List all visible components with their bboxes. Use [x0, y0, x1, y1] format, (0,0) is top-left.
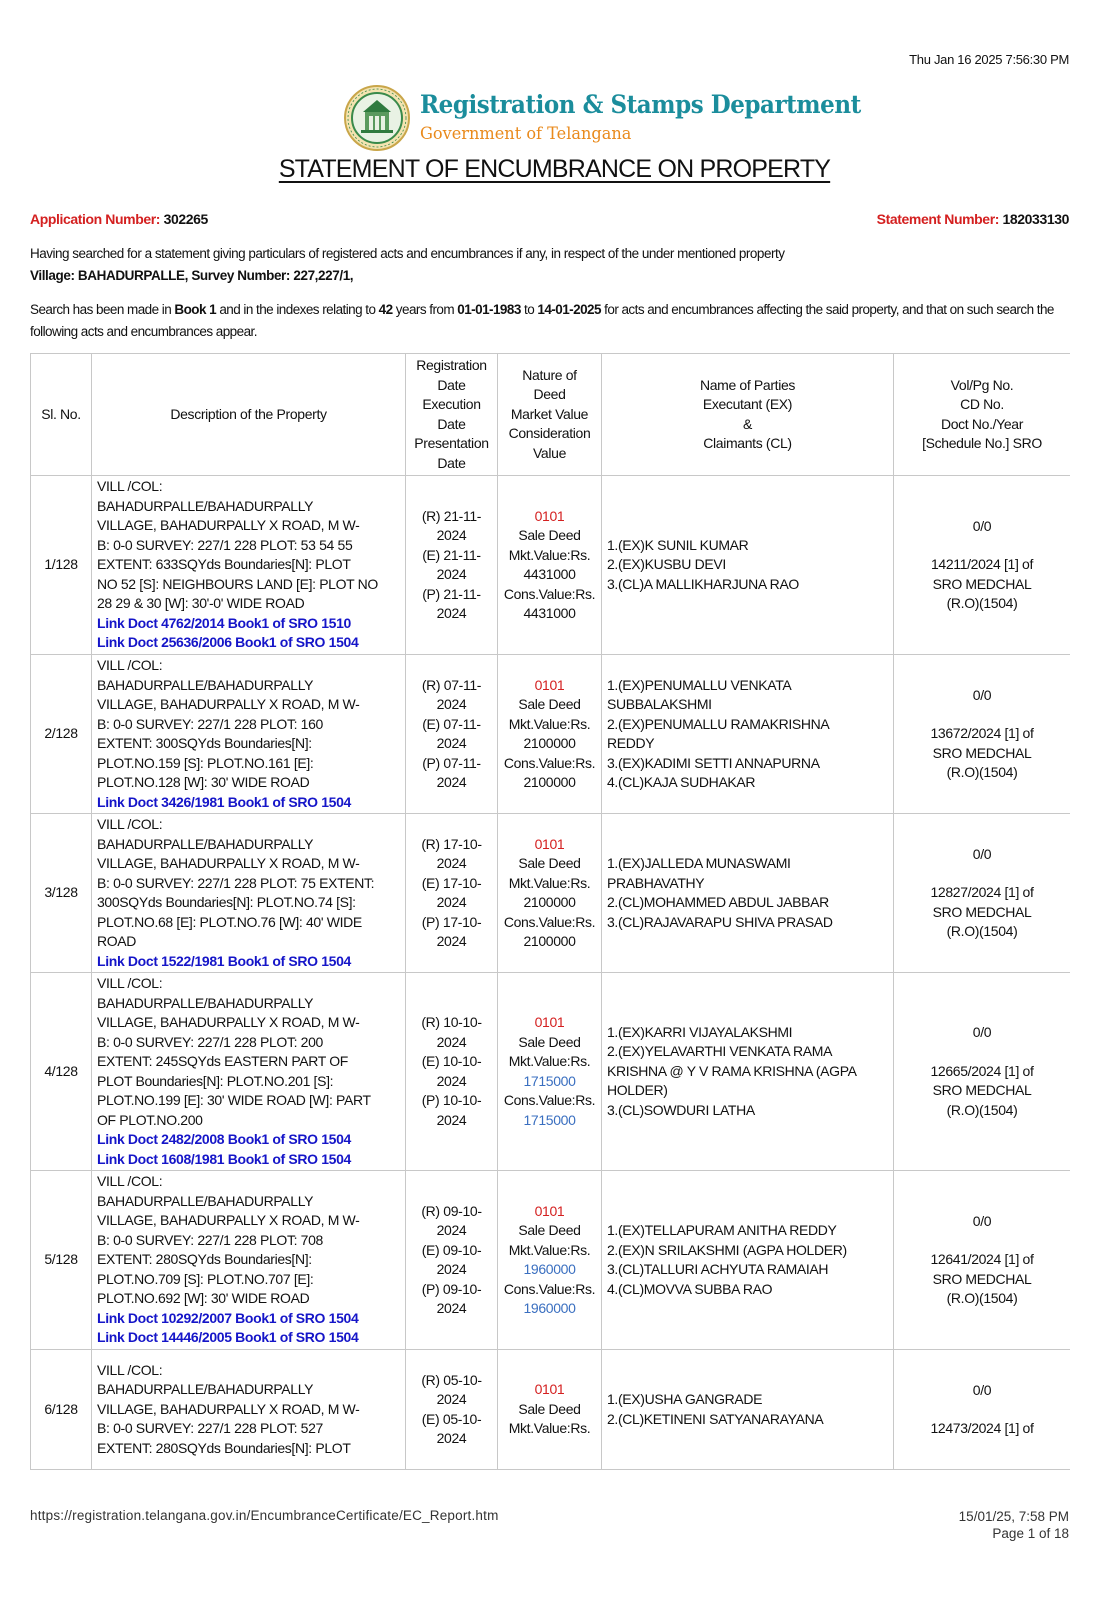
statement-number: [877, 211, 1069, 227]
consideration-value: 4431000: [523, 605, 576, 621]
row-document-details: [894, 814, 1071, 973]
document-detail-line: [894, 705, 1070, 724]
description-line: NO 52 [S]: NEIGHBOURS LAND [E]: PLOT NO: [97, 575, 378, 592]
party-line: 1.(EX)PENUMALLU VENKATA: [607, 676, 792, 693]
date-line: 2024: [436, 855, 467, 871]
row-document-details: [894, 973, 1071, 1171]
header-vol-line: CD No.: [960, 396, 1004, 412]
document-detail-line: 12665/2024 [1] of: [930, 1062, 1034, 1079]
consideration-value: 1960000: [523, 1300, 576, 1316]
row-parties: [602, 814, 894, 973]
party-line: 2.(CL)KETINENI SATYANARAYANA: [607, 1410, 824, 1427]
date-line: (E) 21-11-: [422, 546, 481, 563]
date-line: (R) 09-10-: [421, 1202, 482, 1219]
date-line: 2024: [436, 566, 467, 582]
date-line: 2024: [436, 1033, 467, 1050]
market-value-label: Mkt.Value:Rs.: [508, 1420, 591, 1437]
party-line: 2.(EX)YELAVARTHI VENKATA RAMA: [607, 1043, 833, 1060]
document-detail-line: 0/0: [972, 845, 992, 862]
consideration-value-label: Cons.Value:Rs.: [503, 1280, 596, 1297]
date-line: 2024: [436, 894, 467, 910]
date-line: 2024: [436, 1261, 467, 1277]
party-line: 3.(CL)A MALLIKHARJUNA RAO: [607, 575, 799, 592]
header-parties-line: Executant (EX): [702, 396, 793, 412]
date-line: 2024: [436, 1300, 467, 1316]
party-line: 1.(EX)USHA GANGRADE: [607, 1391, 763, 1407]
document-detail-line: SRO MEDCHAL: [932, 744, 1032, 761]
description-line: B: 0-0 SURVEY: 227/1 228 PLOT: 75 EXTENT:: [97, 874, 375, 891]
document-detail-line: 14211/2024 [1] of: [931, 556, 1033, 572]
search-text-3: years from: [395, 302, 455, 317]
party-line: 4.(CL)MOVVA SUBBA RAO: [607, 1280, 773, 1297]
document-detail-line: SRO MEDCHAL: [932, 1082, 1032, 1098]
table-header-row: [31, 354, 1071, 476]
document-title-text: STATEMENT OF ENCUMBRANCE ON PROPERTY: [278, 155, 831, 183]
header-vol-line: Vol/Pg No.: [950, 376, 1014, 393]
table-row: [31, 1171, 1071, 1350]
row-description: [92, 1350, 406, 1470]
header-parties-line: &: [743, 415, 752, 432]
deed-code: 0101: [534, 1202, 565, 1219]
description-line: EXTENT: 280SQYds Boundaries[N]:: [97, 1251, 312, 1268]
description-line: VILLAGE, BAHADURPALLY X ROAD, M W-: [97, 855, 360, 871]
description-line: VILL /COL:: [97, 657, 163, 673]
description-line: PLOT.NO.128 [W]: 30' WIDE ROAD: [97, 774, 310, 790]
row-description: [92, 814, 406, 973]
description-line: VILLAGE, BAHADURPALLY X ROAD, M W-: [97, 1212, 360, 1229]
header-parties-line: Claimants (CL): [703, 435, 792, 451]
table-row: [31, 973, 1071, 1171]
deed-code: 0101: [534, 676, 565, 693]
header-dates-line: Presentation: [414, 435, 489, 451]
description-line: VILL /COL:: [97, 816, 163, 832]
footer-info: [959, 1508, 1069, 1542]
party-line: KRISHNA @ Y V RAMA KRISHNA (AGPA: [607, 1062, 857, 1079]
party-line: 1.(EX)JALLEDA MUNASWAMI: [607, 855, 791, 871]
search-text-1: Search has been made in: [30, 302, 172, 317]
description-line: PLOT.NO.692 [W]: 30' WIDE ROAD: [97, 1290, 310, 1307]
market-value: 2100000: [523, 894, 576, 910]
date-line: 2024: [436, 933, 467, 949]
header-nature-line: Value: [532, 444, 567, 461]
consideration-value: 2100000: [523, 774, 576, 790]
date-line: (R) 17-10-: [421, 835, 482, 852]
row-document-details: [894, 476, 1071, 655]
row-description: [92, 655, 406, 814]
party-line: SUBBALAKSHMI: [607, 696, 712, 712]
table-row: [31, 1350, 1071, 1470]
description-line: VILLAGE, BAHADURPALLY X ROAD, M W-: [97, 517, 360, 534]
deed-type: Sale Deed: [518, 1400, 581, 1417]
row-nature: [498, 814, 602, 973]
row-document-details: [894, 655, 1071, 814]
description-line: B: 0-0 SURVEY: 227/1 228 PLOT: 527: [97, 1420, 323, 1437]
document-detail-line: [894, 864, 1070, 883]
row-description: [92, 973, 406, 1171]
row-sl-no: 6/128: [31, 1350, 92, 1470]
date-line: (R) 21-11-: [421, 507, 482, 524]
market-value-label: Mkt.Value:Rs.: [508, 546, 591, 563]
party-line: 2.(EX)KUSBU DEVI: [607, 556, 726, 573]
description-line: PLOT.NO.68 [E]: PLOT.NO.76 [W]: 40' WIDE: [97, 913, 362, 930]
application-number-label: Application Number:: [30, 211, 161, 227]
linked-document-link[interactable]: Link Doct 2482/2008 Book1 of SRO 1504: [97, 1131, 351, 1147]
row-nature: [498, 476, 602, 655]
market-value-label: Mkt.Value:Rs.: [508, 1241, 591, 1258]
deed-type: Sale Deed: [518, 696, 581, 712]
market-value: 1960000: [523, 1261, 576, 1277]
description-line: BAHADURPALLE/BAHADURPALLY: [97, 1192, 314, 1209]
document-detail-line: [894, 1231, 1070, 1250]
header-nature-line: Consideration: [508, 425, 591, 442]
date-line: (P) 07-11-: [422, 754, 481, 771]
description-line: B: 0-0 SURVEY: 227/1 228 PLOT: 200: [97, 1033, 323, 1050]
document-detail-line: [894, 1400, 1070, 1419]
row-sl-no: 4/128: [31, 973, 92, 1171]
statement-number-label: Statement Number:: [876, 211, 1000, 227]
document-detail-line: (R.O)(1504): [946, 595, 1018, 611]
date-line: (P) 21-11-: [422, 585, 481, 602]
search-years: 42: [378, 302, 393, 317]
document-detail-line: [894, 536, 1070, 555]
header-vol: [894, 354, 1071, 476]
description-line: VILL /COL:: [97, 1361, 163, 1378]
footer-date: 15/01/25, 7:58 PM: [958, 1509, 1069, 1524]
date-line: 2024: [436, 735, 467, 751]
intro-text: Having searched for a statement giving particulars of registered acts and encumbrances if any, in respect of the under mentioned property: [30, 246, 785, 261]
encumbrance-table-container: [30, 353, 1070, 1471]
date-line: (E) 17-10-: [421, 874, 482, 891]
market-value: 2100000: [523, 735, 576, 751]
deed-code: 0101: [534, 1381, 565, 1398]
row-nature: [498, 655, 602, 814]
market-value-label: Mkt.Value:Rs.: [508, 715, 591, 732]
date-line: (P) 09-10-: [421, 1280, 482, 1297]
description-line: VILLAGE, BAHADURPALLY X ROAD, M W-: [97, 1400, 360, 1417]
header-dates: [406, 354, 498, 476]
document-detail-line: SRO MEDCHAL: [932, 575, 1032, 592]
encumbrance-table: [30, 353, 1070, 1470]
search-text-4: to: [524, 302, 535, 317]
description-line: 300SQYds Boundaries[N]: PLOT.NO.74 [S]:: [97, 894, 356, 910]
document-detail-line: 0/0: [972, 1381, 992, 1398]
header-sl-no: Sl. No.: [31, 354, 92, 476]
linked-document-link[interactable]: Link Doct 4762/2014 Book1 of SRO 1510: [97, 614, 351, 631]
application-number-value: 302265: [163, 211, 208, 227]
party-line: 4.(CL)KAJA SUDHAKAR: [607, 774, 756, 790]
date-line: 2024: [436, 774, 467, 790]
row-description: [92, 476, 406, 655]
table-row: [31, 655, 1071, 814]
description-line: EXTENT: 633SQYds Boundaries[N]: PLOT: [97, 556, 351, 573]
table-row: [31, 476, 1071, 655]
row-sl-no: 1/128: [31, 476, 92, 655]
row-dates: [406, 973, 498, 1171]
header-parties-line: Name of Parties: [699, 376, 796, 393]
description-line: VILLAGE, BAHADURPALLY X ROAD, M W-: [97, 1014, 360, 1030]
telangana-emblem-icon: [343, 84, 411, 152]
header-dates-line: Date: [437, 415, 466, 432]
description-line: BAHADURPALLE/BAHADURPALLY: [97, 497, 314, 514]
row-description: [92, 1171, 406, 1350]
description-line: VILL /COL:: [97, 975, 163, 991]
deed-type: Sale Deed: [518, 1033, 581, 1050]
party-line: 3.(CL)RAJAVARAPU SHIVA PRASAD: [607, 913, 833, 930]
search-paragraph: [30, 299, 1070, 343]
date-line: (P) 17-10-: [421, 913, 482, 930]
footer-url: https://registration.telangana.gov.in/EncumbranceCertificate/EC_Report.htm: [30, 1508, 499, 1523]
date-line: (E) 10-10-: [421, 1053, 482, 1069]
header-vol-line: Doct No./Year: [940, 415, 1024, 432]
document-title: [0, 155, 1109, 184]
date-line: (E) 09-10-: [421, 1241, 482, 1258]
deed-code: 0101: [534, 507, 565, 524]
row-document-details: [894, 1350, 1071, 1470]
description-line: PLOT.NO.709 [S]: PLOT.NO.707 [E]:: [97, 1270, 314, 1287]
date-line: 2024: [436, 696, 467, 712]
date-line: (E) 05-10-: [421, 1410, 482, 1427]
document-detail-line: 12473/2024 [1] of: [930, 1420, 1034, 1436]
date-line: 2024: [436, 1111, 467, 1128]
description-line: BAHADURPALLE/BAHADURPALLY: [97, 835, 314, 852]
row-parties: [602, 655, 894, 814]
table-body: [31, 476, 1071, 1470]
description-line: VILL /COL:: [97, 478, 163, 495]
header-nature-line: Deed: [533, 386, 566, 403]
row-dates: [406, 1171, 498, 1350]
description-line: 28 29 & 30 [W]: 30'-0' WIDE ROAD: [97, 595, 305, 612]
consideration-value-label: Cons.Value:Rs.: [503, 913, 596, 930]
row-nature: [498, 1350, 602, 1470]
description-line: BAHADURPALLE/BAHADURPALLY: [97, 676, 314, 693]
department-name: Registration & Stamps Department: [420, 90, 861, 119]
description-line: BAHADURPALLE/BAHADURPALLY: [97, 1381, 314, 1398]
party-line: 1.(EX)TELLAPURAM ANITHA REDDY: [607, 1222, 837, 1238]
party-line: 3.(EX)KADIMI SETTI ANNAPURNA: [607, 754, 820, 771]
description-line: B: 0-0 SURVEY: 227/1 228 PLOT: 708: [97, 1231, 323, 1248]
consideration-value: 2100000: [523, 933, 576, 949]
document-detail-line: 12641/2024 [1] of: [930, 1251, 1034, 1267]
date-line: (E) 07-11-: [422, 715, 481, 732]
linked-document-link[interactable]: Link Doct 1522/1981 Book1 of SRO 1504: [97, 952, 351, 969]
description-line: EXTENT: 300SQYds Boundaries[N]:: [97, 735, 312, 751]
deed-type: Sale Deed: [518, 1222, 581, 1238]
row-dates: [406, 655, 498, 814]
application-number: [30, 211, 208, 227]
document-detail-line: 0/0: [972, 1024, 992, 1040]
description-line: EXTENT: 280SQYds Boundaries[N]: PLOT: [97, 1439, 351, 1456]
statement-number-value: 182033130: [1002, 211, 1069, 227]
search-text-2: and in the indexes relating to: [219, 302, 376, 317]
consideration-value-label: Cons.Value:Rs.: [503, 585, 596, 602]
description-line: VILL /COL:: [97, 1173, 163, 1190]
header-nature-line: Market Value: [510, 405, 589, 422]
document-detail-line: (R.O)(1504): [946, 1101, 1018, 1118]
linked-document-link[interactable]: Link Doct 25636/2006 Book1 of SRO 1504: [97, 634, 359, 651]
date-line: 2024: [436, 1222, 467, 1238]
row-nature: [498, 973, 602, 1171]
market-value-label: Mkt.Value:Rs.: [508, 1053, 591, 1069]
document-detail-line: 12827/2024 [1] of: [930, 884, 1034, 900]
header-description: Description of the Property: [92, 354, 406, 476]
party-line: PRABHAVATHY: [607, 874, 705, 891]
deed-code: 0101: [534, 1014, 565, 1030]
party-line: 1.(EX)KARRI VIJAYALAKSHMI: [607, 1023, 793, 1040]
row-sl-no: 2/128: [31, 655, 92, 814]
document-detail-line: SRO MEDCHAL: [932, 1270, 1032, 1287]
row-document-details: [894, 1171, 1071, 1350]
linked-document-link[interactable]: Link Doct 10292/2007 Book1 of SRO 1504: [97, 1309, 359, 1326]
consideration-value-label: Cons.Value:Rs.: [503, 754, 596, 771]
footer-page-number: Page 1 of 18: [992, 1526, 1069, 1541]
description-line: PLOT.NO.159 [S]: PLOT.NO.161 [E]:: [97, 754, 314, 771]
deed-code: 0101: [534, 835, 565, 852]
date-line: (R) 10-10-: [421, 1014, 482, 1030]
header-parties: [602, 354, 894, 476]
search-from-date: 01-01-1983: [457, 302, 521, 317]
header-dates-line: Execution: [422, 396, 481, 412]
market-value-label: Mkt.Value:Rs.: [508, 874, 591, 891]
party-line: 3.(CL)TALLURI ACHYUTA RAMAIAH: [607, 1261, 829, 1277]
linked-document-link[interactable]: Link Doct 14446/2005 Book1 of SRO 1504: [97, 1329, 359, 1346]
row-parties: [602, 973, 894, 1171]
description-line: EXTENT: 245SQYds EASTERN PART OF: [97, 1053, 348, 1069]
description-line: PLOT Boundaries[N]: PLOT.NO.201 [S]:: [97, 1072, 334, 1089]
date-line: 2024: [436, 1430, 467, 1446]
table-row: [31, 814, 1071, 973]
document-detail-line: (R.O)(1504): [946, 1290, 1018, 1306]
document-detail-line: (R.O)(1504): [946, 923, 1018, 939]
party-line: REDDY: [607, 735, 655, 751]
document-detail-line: [894, 1043, 1070, 1062]
search-text-5: for acts and encumbrances affecting the said property, and that on such search the following acts and encumbrances appear.: [30, 302, 1054, 339]
date-line: 2024: [436, 527, 467, 543]
description-line: ROAD: [97, 933, 137, 949]
consideration-value: 1715000: [523, 1111, 576, 1128]
government-name: Government of Telangana: [420, 124, 632, 144]
party-line: HOLDER): [607, 1082, 668, 1099]
header-dates-line: Registration: [416, 357, 487, 373]
document-detail-line: 0/0: [972, 517, 992, 534]
document-detail-line: (R.O)(1504): [946, 764, 1018, 780]
party-line: 2.(EX)PENUMALLU RAMAKRISHNA: [607, 715, 830, 732]
description-line: VILLAGE, BAHADURPALLY X ROAD, M W-: [97, 696, 360, 712]
deed-type: Sale Deed: [518, 527, 581, 543]
header-nature: [498, 354, 602, 476]
party-line: 2.(CL)MOHAMMED ABDUL JABBAR: [607, 894, 829, 910]
search-to-date: 14-01-2025: [537, 302, 601, 317]
description-line: B: 0-0 SURVEY: 227/1 228 PLOT: 160: [97, 715, 323, 732]
header-dates-line: Date: [437, 376, 466, 393]
row-parties: [602, 1350, 894, 1470]
date-line: (R) 05-10-: [421, 1371, 482, 1388]
party-line: 1.(EX)K SUNIL KUMAR: [607, 536, 749, 553]
description-line: B: 0-0 SURVEY: 227/1 228 PLOT: 53 54 55: [97, 536, 353, 553]
consideration-value-label: Cons.Value:Rs.: [503, 1092, 596, 1108]
search-book: Book 1: [174, 302, 217, 317]
row-dates: [406, 476, 498, 655]
row-parties: [602, 476, 894, 655]
print-timestamp: Thu Jan 16 2025 7:56:30 PM: [909, 52, 1069, 67]
date-line: 2024: [436, 1072, 467, 1089]
party-line: 2.(EX)N SRILAKSHMI (AGPA HOLDER): [607, 1241, 847, 1258]
row-dates: [406, 814, 498, 973]
document-detail-line: 0/0: [972, 1212, 992, 1229]
header-dates-line: Date: [437, 454, 466, 471]
village-survey-line: Village: BAHADURPALLE, Survey Number: 227,227/1,: [30, 268, 354, 283]
row-sl-no: 5/128: [31, 1171, 92, 1350]
party-line: 3.(CL)SOWDURI LATHA: [607, 1101, 755, 1118]
deed-type: Sale Deed: [518, 855, 581, 871]
row-parties: [602, 1171, 894, 1350]
description-line: BAHADURPALLE/BAHADURPALLY: [97, 994, 314, 1011]
date-line: (P) 10-10-: [421, 1092, 482, 1108]
description-line: PLOT.NO.199 [E]: 30' WIDE ROAD [W]: PART: [97, 1092, 371, 1108]
date-line: 2024: [436, 1391, 467, 1407]
header-vol-line: [Schedule No.] SRO: [922, 435, 1042, 451]
date-line: (R) 07-11-: [421, 676, 482, 693]
market-value: 1715000: [523, 1072, 576, 1089]
row-nature: [498, 1171, 602, 1350]
document-detail-line: 0/0: [972, 686, 992, 703]
document-detail-line: 13672/2024 [1] of: [930, 725, 1034, 741]
document-detail-line: SRO MEDCHAL: [932, 903, 1032, 920]
row-sl-no: 3/128: [31, 814, 92, 973]
header-nature-line: Nature of: [522, 366, 577, 383]
description-line: OF PLOT.NO.200: [97, 1111, 203, 1128]
row-dates: [406, 1350, 498, 1470]
linked-document-link[interactable]: Link Doct 1608/1981 Book1 of SRO 1504: [97, 1150, 351, 1167]
date-line: 2024: [436, 605, 467, 621]
market-value: 4431000: [523, 566, 576, 582]
linked-document-link[interactable]: Link Doct 3426/1981 Book1 of SRO 1504: [97, 793, 351, 810]
